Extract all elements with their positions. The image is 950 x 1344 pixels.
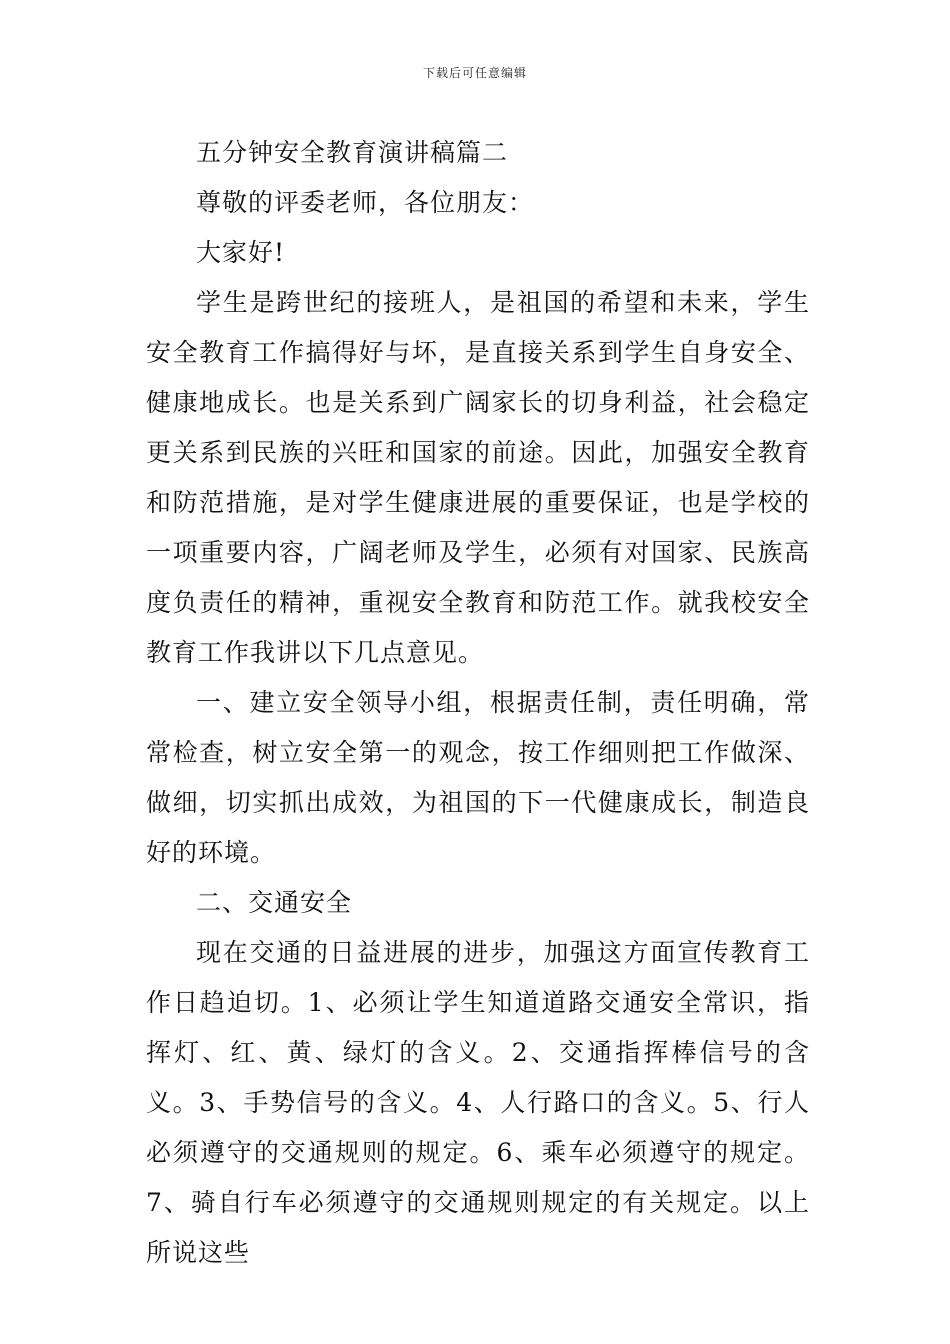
section-heading: 二、交通安全 xyxy=(196,888,353,917)
header-note: 下载后可任意编辑 xyxy=(422,66,527,80)
document-title: 五分钟安全教育演讲稿篇二 xyxy=(196,138,509,167)
paragraph: 一、建立安全领导小组，根据责任制，责任明确，常常检查，树立安全第一的观念，按工作细则把工作做深、做细，切实抓出成效，为祖国的下一代健康成长，制造良好的环境。 xyxy=(146,688,810,867)
paragraph: 现在交通的日益进展的进步，加强这方面宣传教育工作日趋迫切。1、必须让学生知道道路交通安全常识，指挥灯、红、黄、绿灯的含义。2、交通指挥棒信号的含义。3、手势信号的含义。4、人行路口的含义。5、行人必须遵守的交通规则的规定。6、乘车必须遵守的规定。7、骑自行车必须遵守的交通规则规定的有关规定。以上所说这些 xyxy=(146,938,810,1267)
paragraph: 学生是跨世纪的接班人，是祖国的希望和未来，学生安全教育工作搞得好与坏，是直接关系到学生自身安全、健康地成长。也是关系到广阔家长的切身利益，社会稳定更关系到民族的兴旺和国家的前途。因此，加强安全教育和防范措施，是对学生健康进展的重要保证，也是学校的一项重要内容，广阔老师及学生，必须有对国家、民族高度负责任的精神，重视安全教育和防范工作。就我校安全教育工作我讲以下几点意见。 xyxy=(146,288,810,667)
document-body xyxy=(146,128,810,1278)
greeting: 大家好! xyxy=(196,238,286,267)
salutation: 尊敬的评委老师，各位朋友： xyxy=(196,188,535,217)
